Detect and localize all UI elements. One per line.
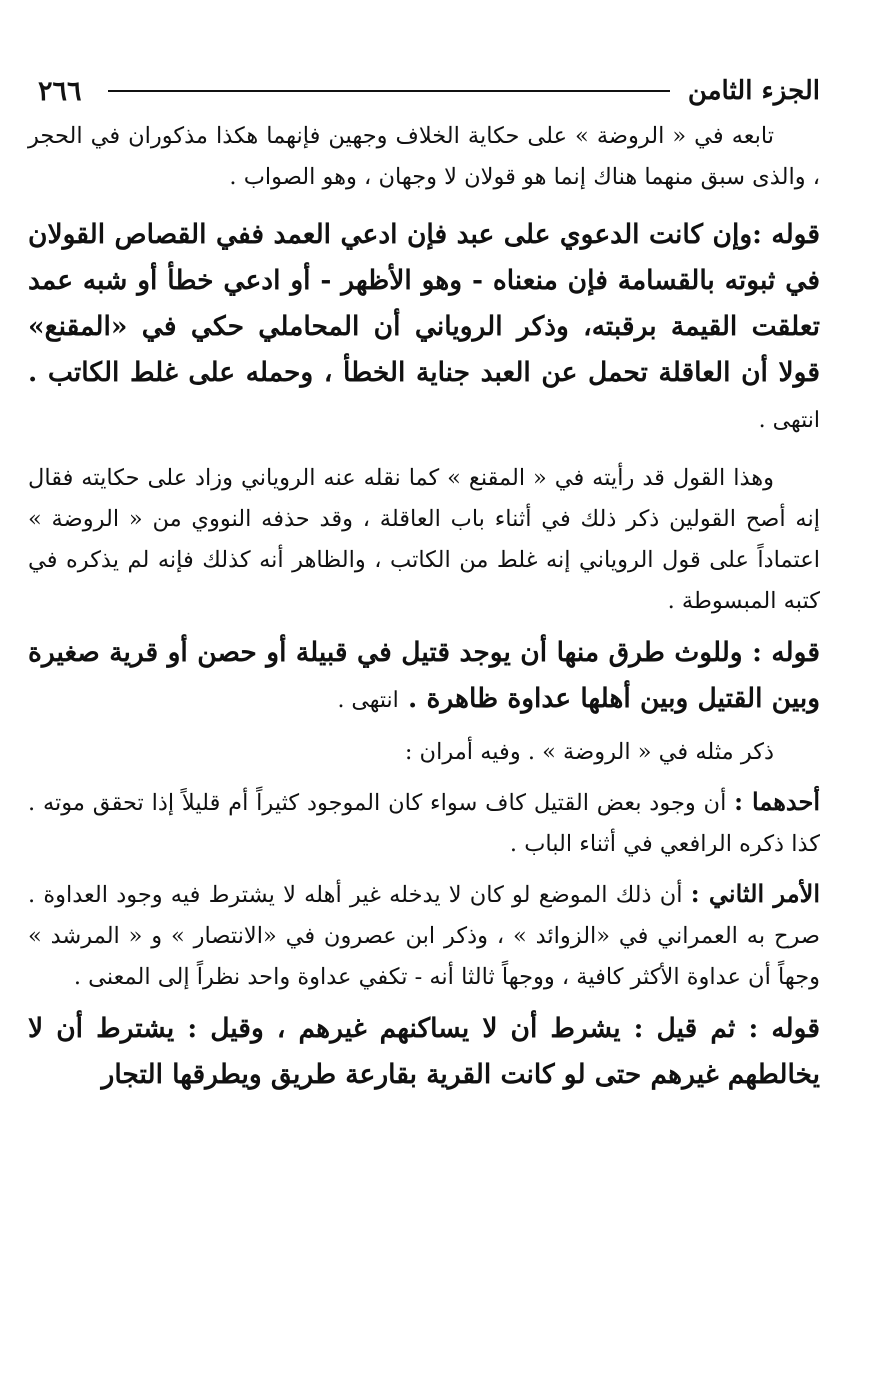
paragraph-5: ذكر مثله في « الروضة » . وفيه أمران : — [404, 739, 774, 765]
quote-end-marker: انتهى . — [337, 688, 399, 713]
paragraph-7 — [28, 873, 820, 998]
page-header — [28, 68, 820, 114]
paragraph-8-quote: قوله : ثم قيل : يشرط أن لا يساكنهم غيرهم ، وقيل : يشترط أن لا يخالطهم غيرهم حتى لو كانت القرية بقارعة طريق ويطرقها التجار — [28, 1013, 820, 1090]
point-heading: أحدهما : — [734, 787, 820, 816]
header-rule — [108, 90, 670, 92]
quote-text: قوله :وإن كانت الدعوي على عبد فإن ادعي العمد ففي القصاص القولان في ثبوته بالقسامة فإن منعناه - وهو الأظهر - أو ادعي خطأ أو شبه عمد تعلقت القيمة برقبته، وذكر الروياني أن المحاملي حكي في «المقنع» قولا أن العاقلة تحمل عن العبد جناية الخطأ ، وحمله على غلط الكاتب . — [28, 219, 820, 388]
paragraph-1: تابعه في « الروضة » على حكاية الخلاف وجهين فإنهما هكذا مذكوران في الحجر ، والذى سبق منهما هناك إنما هو قولان لا وجهان ، وهو الصواب . — [28, 123, 820, 190]
point-body: أن ذلك الموضع لو كان لا يدخله غير أهله لا يشترط فيه وجود العداوة . صرح به العمراني في «الزوائد » ، وذكر ابن عصرون في «الانتصار » و « المرشد » وجهاً أن عداوة الأكثر كافية ، ووجهاً ثالثا أنه - تكفي عداوة واحد نظراً إلى المعنى . — [28, 882, 820, 990]
quote-end-marker: انتهى . — [758, 408, 820, 433]
point-heading: الأمر الثاني : — [690, 879, 820, 908]
point-body: أن وجود بعض القتيل كاف سواء كان الموجود كثيراً أم قليلاً إذا تحقق موته . كذا ذكره الرافعي في أثناء الباب . — [28, 790, 820, 857]
quote-text: قوله : وللوث طرق منها أن يوجد قتيل في قبيلة أو حصن أو قرية صغيرة وبين القتيل وبين أهلها عداوة ظاهرة . — [28, 637, 820, 714]
paragraph-3: وهذا القول قد رأيته في « المقنع » كما نقله عنه الروياني وزاد على حكايته فقال إنه أصح القولين ذكر ذلك في أثناء باب العاقلة ، وقد حذفه النووي من « الروضة » اعتماداً على قول الروياني إنه غلط من الكاتب ، والظاهر أنه كذلك فإنه لم يذكره في كتبه المبسوطة . — [28, 465, 820, 614]
paragraph-2-quote — [28, 212, 820, 444]
page-number: ٢٦٦ — [38, 75, 82, 107]
paragraph-4-quote — [28, 630, 820, 724]
running-title: الجزء الثامن — [687, 76, 820, 106]
book-page — [28, 68, 820, 1098]
paragraph-6 — [28, 781, 820, 865]
